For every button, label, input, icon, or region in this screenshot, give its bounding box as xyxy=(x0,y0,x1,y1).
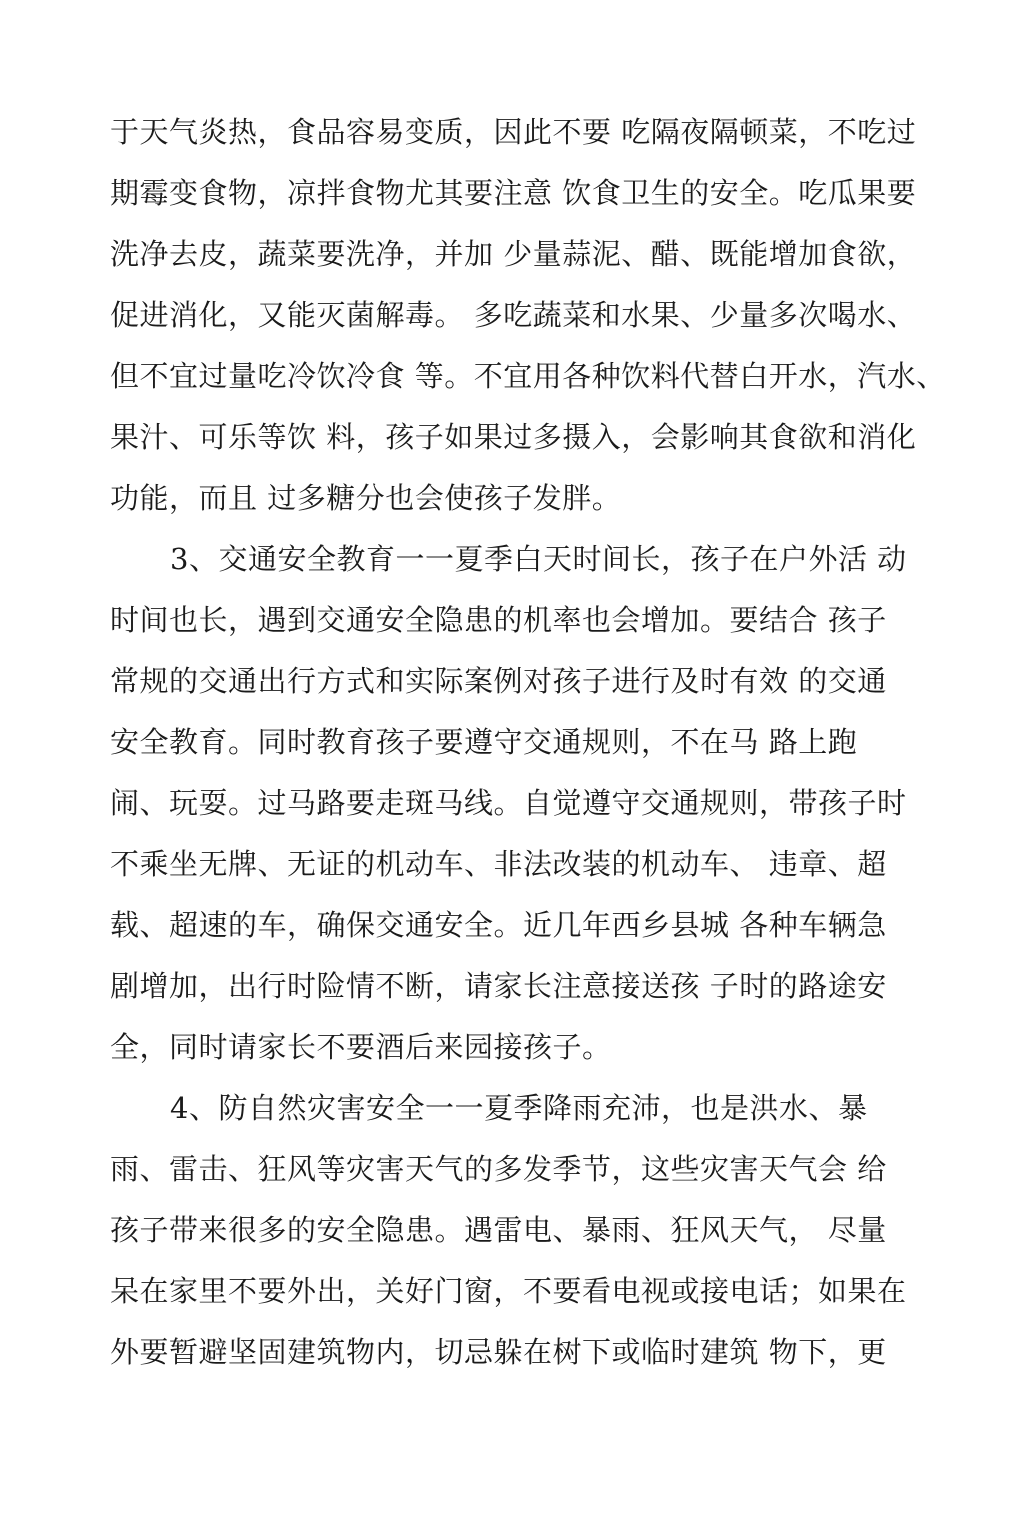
text-line: 剧增加，出行时险情不断，请家长注意接送孩 子时的路途安 xyxy=(110,969,887,1003)
text-line: 期霉变食物，凉拌食物尤其要注意 饮食卫生的安全。吃瓜果要 xyxy=(110,176,917,210)
text-line: 孩子带来很多的安全隐患。遇雷电、暴雨、狂风天气， 尽量 xyxy=(110,1213,887,1247)
text-line: 功能，而且 过多糖分也会使孩子发胖。 xyxy=(110,481,622,515)
paragraph-start-line: 3、交通安全教育一一夏季白天时间长，孩子在户外活 动 xyxy=(170,542,907,576)
text-line: 果汁、可乐等饮 料，孩子如果过多摄入，会影响其食欲和消化 xyxy=(110,420,917,454)
paragraph-start-line: 4、防自然灾害安全一一夏季降雨充沛，也是洪水、暴 xyxy=(170,1091,868,1125)
text-line: 全，同时请家长不要酒后来园接孩子。 xyxy=(110,1030,612,1064)
text-line: 闹、玩耍。过马路要走斑马线。自觉遵守交通规则，带孩子时 xyxy=(110,786,907,820)
text-line: 时间也长，遇到交通安全隐患的机率也会增加。要结合 孩子 xyxy=(110,603,887,637)
text-line: 呆在家里不要外出，关好门窗，不要看电视或接电话；如果在 xyxy=(110,1274,907,1308)
text-line: 不乘坐无牌、无证的机动车、非法改装的机动车、 违章、超 xyxy=(110,847,887,881)
text-line: 但不宜过量吃冷饮冷食 等。不宜用各种饮料代替白开水，汽水、 xyxy=(110,359,946,393)
text-line: 外要暂避坚固建筑物内，切忌躲在树下或临时建筑 物下，更 xyxy=(110,1335,887,1369)
text-line: 载、超速的车，确保交通安全。近几年西乡县城 各种车辆急 xyxy=(110,908,887,942)
text-line: 于天气炎热，食品容易变质，因此不要 吃隔夜隔顿菜，不吃过 xyxy=(110,115,917,149)
text-line: 常规的交通出行方式和实际案例对孩子进行及时有效 的交通 xyxy=(110,664,887,698)
text-line: 安全教育。同时教育孩子要遵守交通规则，不在马 路上跑 xyxy=(110,725,858,759)
text-line: 促进消化，又能灭菌解毒。 多吃蔬菜和水果、少量多次喝水、 xyxy=(110,298,917,332)
text-line: 雨、雷击、狂风等灾害天气的多发季节，这些灾害天气会 给 xyxy=(110,1152,887,1186)
text-line: 洗净去皮，蔬菜要洗净，并加 少量蒜泥、醋、既能增加食欲， xyxy=(110,237,917,271)
